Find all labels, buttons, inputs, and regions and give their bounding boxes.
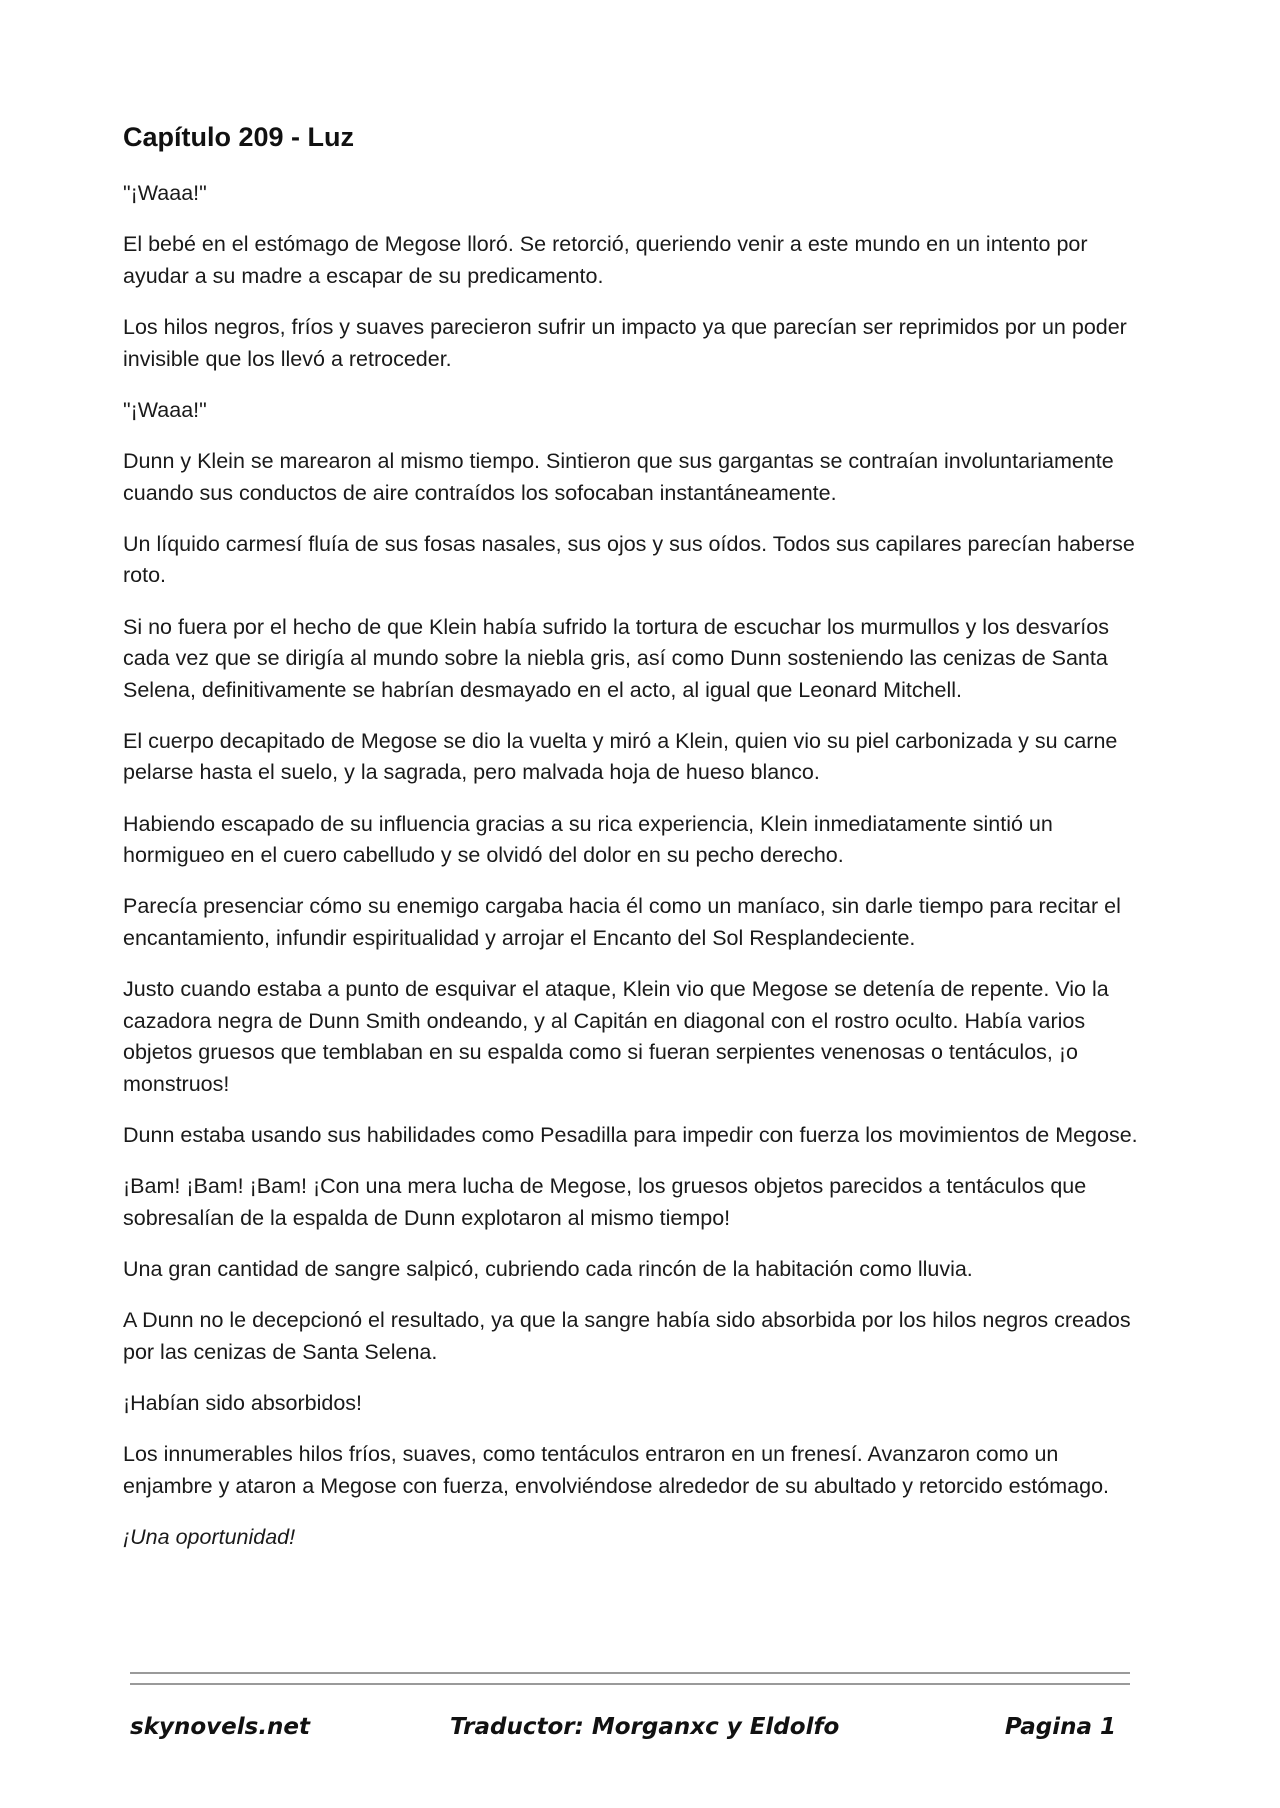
paragraph: ¡Bam! ¡Bam! ¡Bam! ¡Con una mera lucha de Megose, los gruesos objetos parecidos a tentáculos que sobresalían de la espalda de Dunn explotaron al mismo tiempo!: [123, 1174, 1087, 1230]
paragraph: "¡Waaa!": [123, 181, 207, 205]
paragraph: Los hilos negros, fríos y suaves parecieron sufrir un impacto ya que parecían ser reprimidos por un poder invisible que los llevó a retroceder.: [123, 314, 1127, 371]
document-body: [123, 118, 1143, 1573]
paragraph: "¡Waaa!": [123, 397, 207, 422]
paragraph: Habiendo escapado de su influencia gracias a su rica experiencia, Klein inmediatamente sintió un hormigueo en el cuero cabelludo y se olvidó del dolor en su pecho derecho.: [123, 811, 1053, 868]
paragraph: Dunn y Klein se marearon al mismo tiempo. Sintieron que sus gargantas se contraían involuntariamente cuando sus conductos de aire contraídos los sofocaban instantáneamente.: [123, 448, 1114, 505]
paragraph: A Dunn no le decepcionó el resultado, ya que la sangre había sido absorbida por los hilos negros creados por las cenizas de Santa Selena.: [123, 1308, 1131, 1364]
paragraph: ¡Habían sido absorbidos!: [123, 1391, 363, 1416]
paragraph: Un líquido carmesí fluía de sus fosas nasales, sus ojos y sus oídos. Todos sus capilares parecían haberse roto.: [123, 531, 1135, 588]
footer-divider-bottom: [130, 1683, 1130, 1685]
chapter-title: Capítulo 209 - Luz: [123, 122, 355, 152]
paragraph: Dunn estaba usando sus habilidades como Pesadilla para impedir con fuerza los movimientos de Megose.: [123, 1123, 1138, 1148]
paragraph: Una gran cantidad de sangre salpicó, cubriendo cada rincón de la habitación como lluvia.: [123, 1257, 973, 1282]
paragraph: El cuerpo decapitado de Megose se dio la vuelta y miró a Klein, quien vio su piel carbonizada y su carne pelarse hasta el suelo, y la sagrada, pero malvada hoja de hueso blanco.: [123, 728, 1118, 785]
footer-divider-top: [130, 1672, 1130, 1674]
footer-page-number: Pagina 1: [1004, 1714, 1116, 1740]
paragraph: Si no fuera por el hecho de que Klein había sufrido la tortura de escuchar los murmullos y los desvaríos cada vez que se dirigía al mundo sobre la niebla gris, así como Dunn sosteniendo las cenizas de Santa Selena, definitivamente se habrían desmayado en el acto, al igual que Leonard Mitchell.: [123, 614, 1109, 702]
paragraph: El bebé en el estómago de Megose lloró. Se retorció, queriendo venir a este mundo en un intento por ayudar a su madre a escapar de su predicamento.: [123, 232, 1088, 288]
paragraph: Justo cuando estaba a punto de esquivar el ataque, Klein vio que Megose se detenía de repente. Vio la cazadora negra de Dunn Smith ondeando, y al Capitán en diagonal con el rostro oculto. Había varios objetos gruesos que temblaban en su espalda como si fueran serpientes venenosas o tentáculos, ¡o monstruos!: [123, 977, 1109, 1096]
footer-site: skynovels.net: [130, 1714, 311, 1740]
paragraph: Parecía presenciar cómo su enemigo cargaba hacia él como un maníaco, sin darle tiempo para recitar el encantamiento, infundir espiritualidad y arrojar el Encanto del Sol Resplandeciente.: [123, 894, 1121, 951]
paragraph: Los innumerables hilos fríos, suaves, como tentáculos entraron en un frenesí. Avanzaron como un enjambre y ataron a Megose con fuerza, envolviéndose alrededor de su abultado y retorcido estómago.: [123, 1442, 1110, 1498]
footer-translator: Traductor: Morganxc y Eldolfo: [450, 1714, 840, 1740]
paragraph-italic: ¡Una oportunidad!: [123, 1525, 296, 1550]
